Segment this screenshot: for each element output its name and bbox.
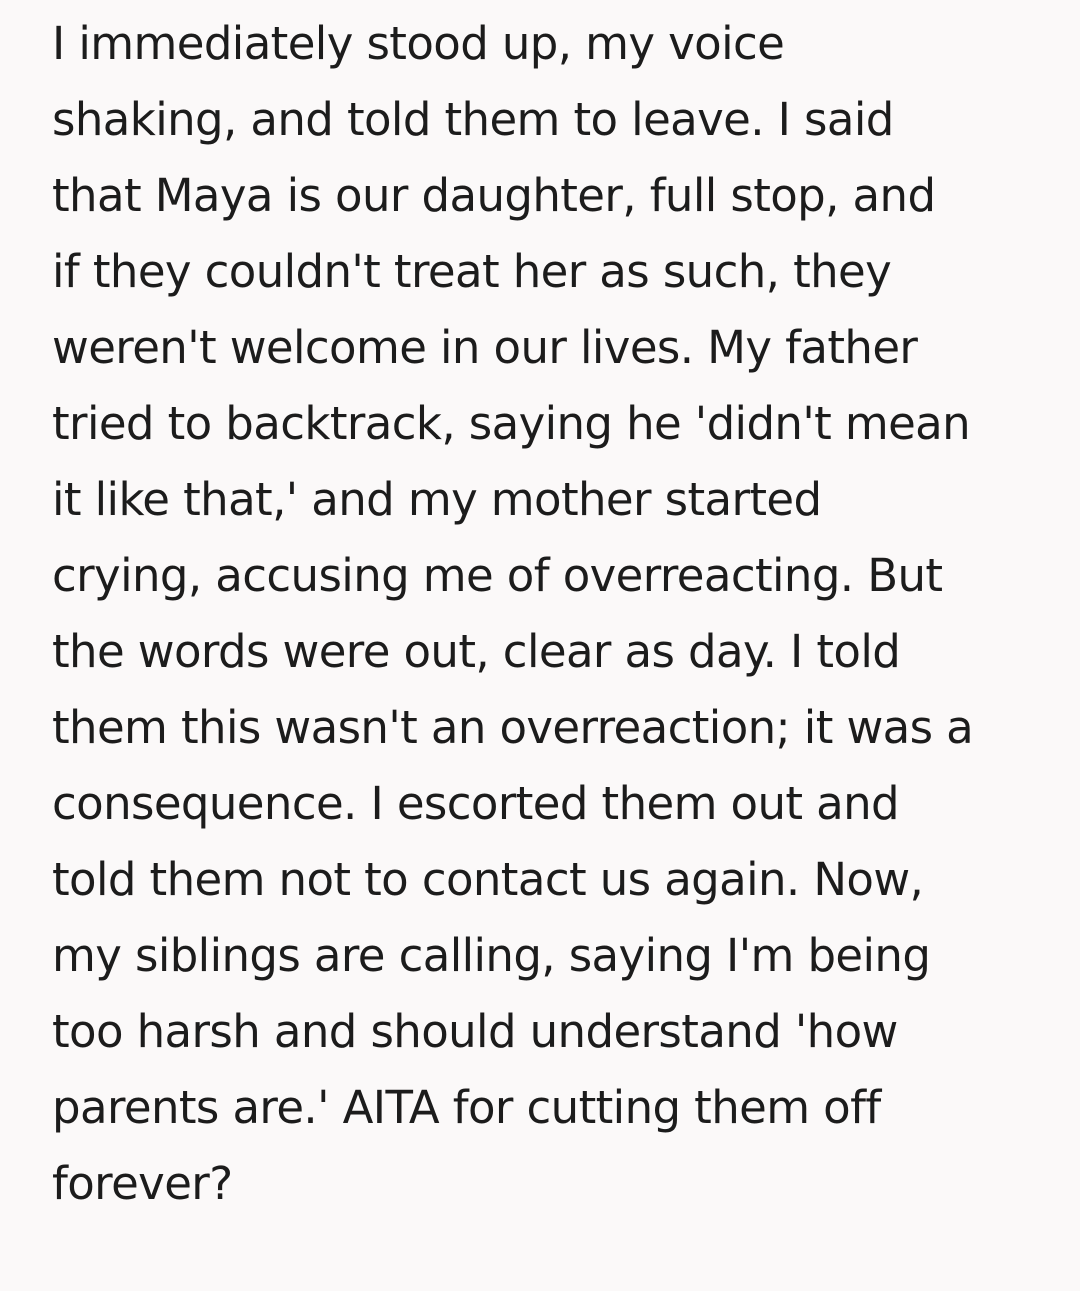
- post-body-text: [52, 6, 1052, 1222]
- post-text-line: crying, accusing me of overreacting. But: [52, 549, 943, 602]
- post-text-line: too harsh and should understand 'how: [52, 1005, 898, 1058]
- post-text-line: tried to backtrack, saying he 'didn't mean: [52, 397, 971, 450]
- post-text-line: the words were out, clear as day. I told: [52, 625, 901, 678]
- post-text-line: my siblings are calling, saying I'm being: [52, 929, 931, 982]
- post-text-line: shaking, and told them to leave. I said: [52, 93, 894, 146]
- post-text-line: it like that,' and my mother started: [52, 473, 822, 526]
- post-text-line: consequence. I escorted them out and: [52, 777, 899, 830]
- post-text-line: I immediately stood up, my voice: [52, 17, 785, 70]
- post-text-line: that Maya is our daughter, full stop, and: [52, 169, 936, 222]
- post-text-line: forever?: [52, 1157, 233, 1210]
- post-text-line: if they couldn't treat her as such, they: [52, 245, 892, 298]
- post-text-line: told them not to contact us again. Now,: [52, 853, 924, 906]
- post-text-line: them this wasn't an overreaction; it was a: [52, 701, 974, 754]
- post-text-line: parents are.' AITA for cutting them off: [52, 1081, 881, 1134]
- post-text-line: weren't welcome in our lives. My father: [52, 321, 918, 374]
